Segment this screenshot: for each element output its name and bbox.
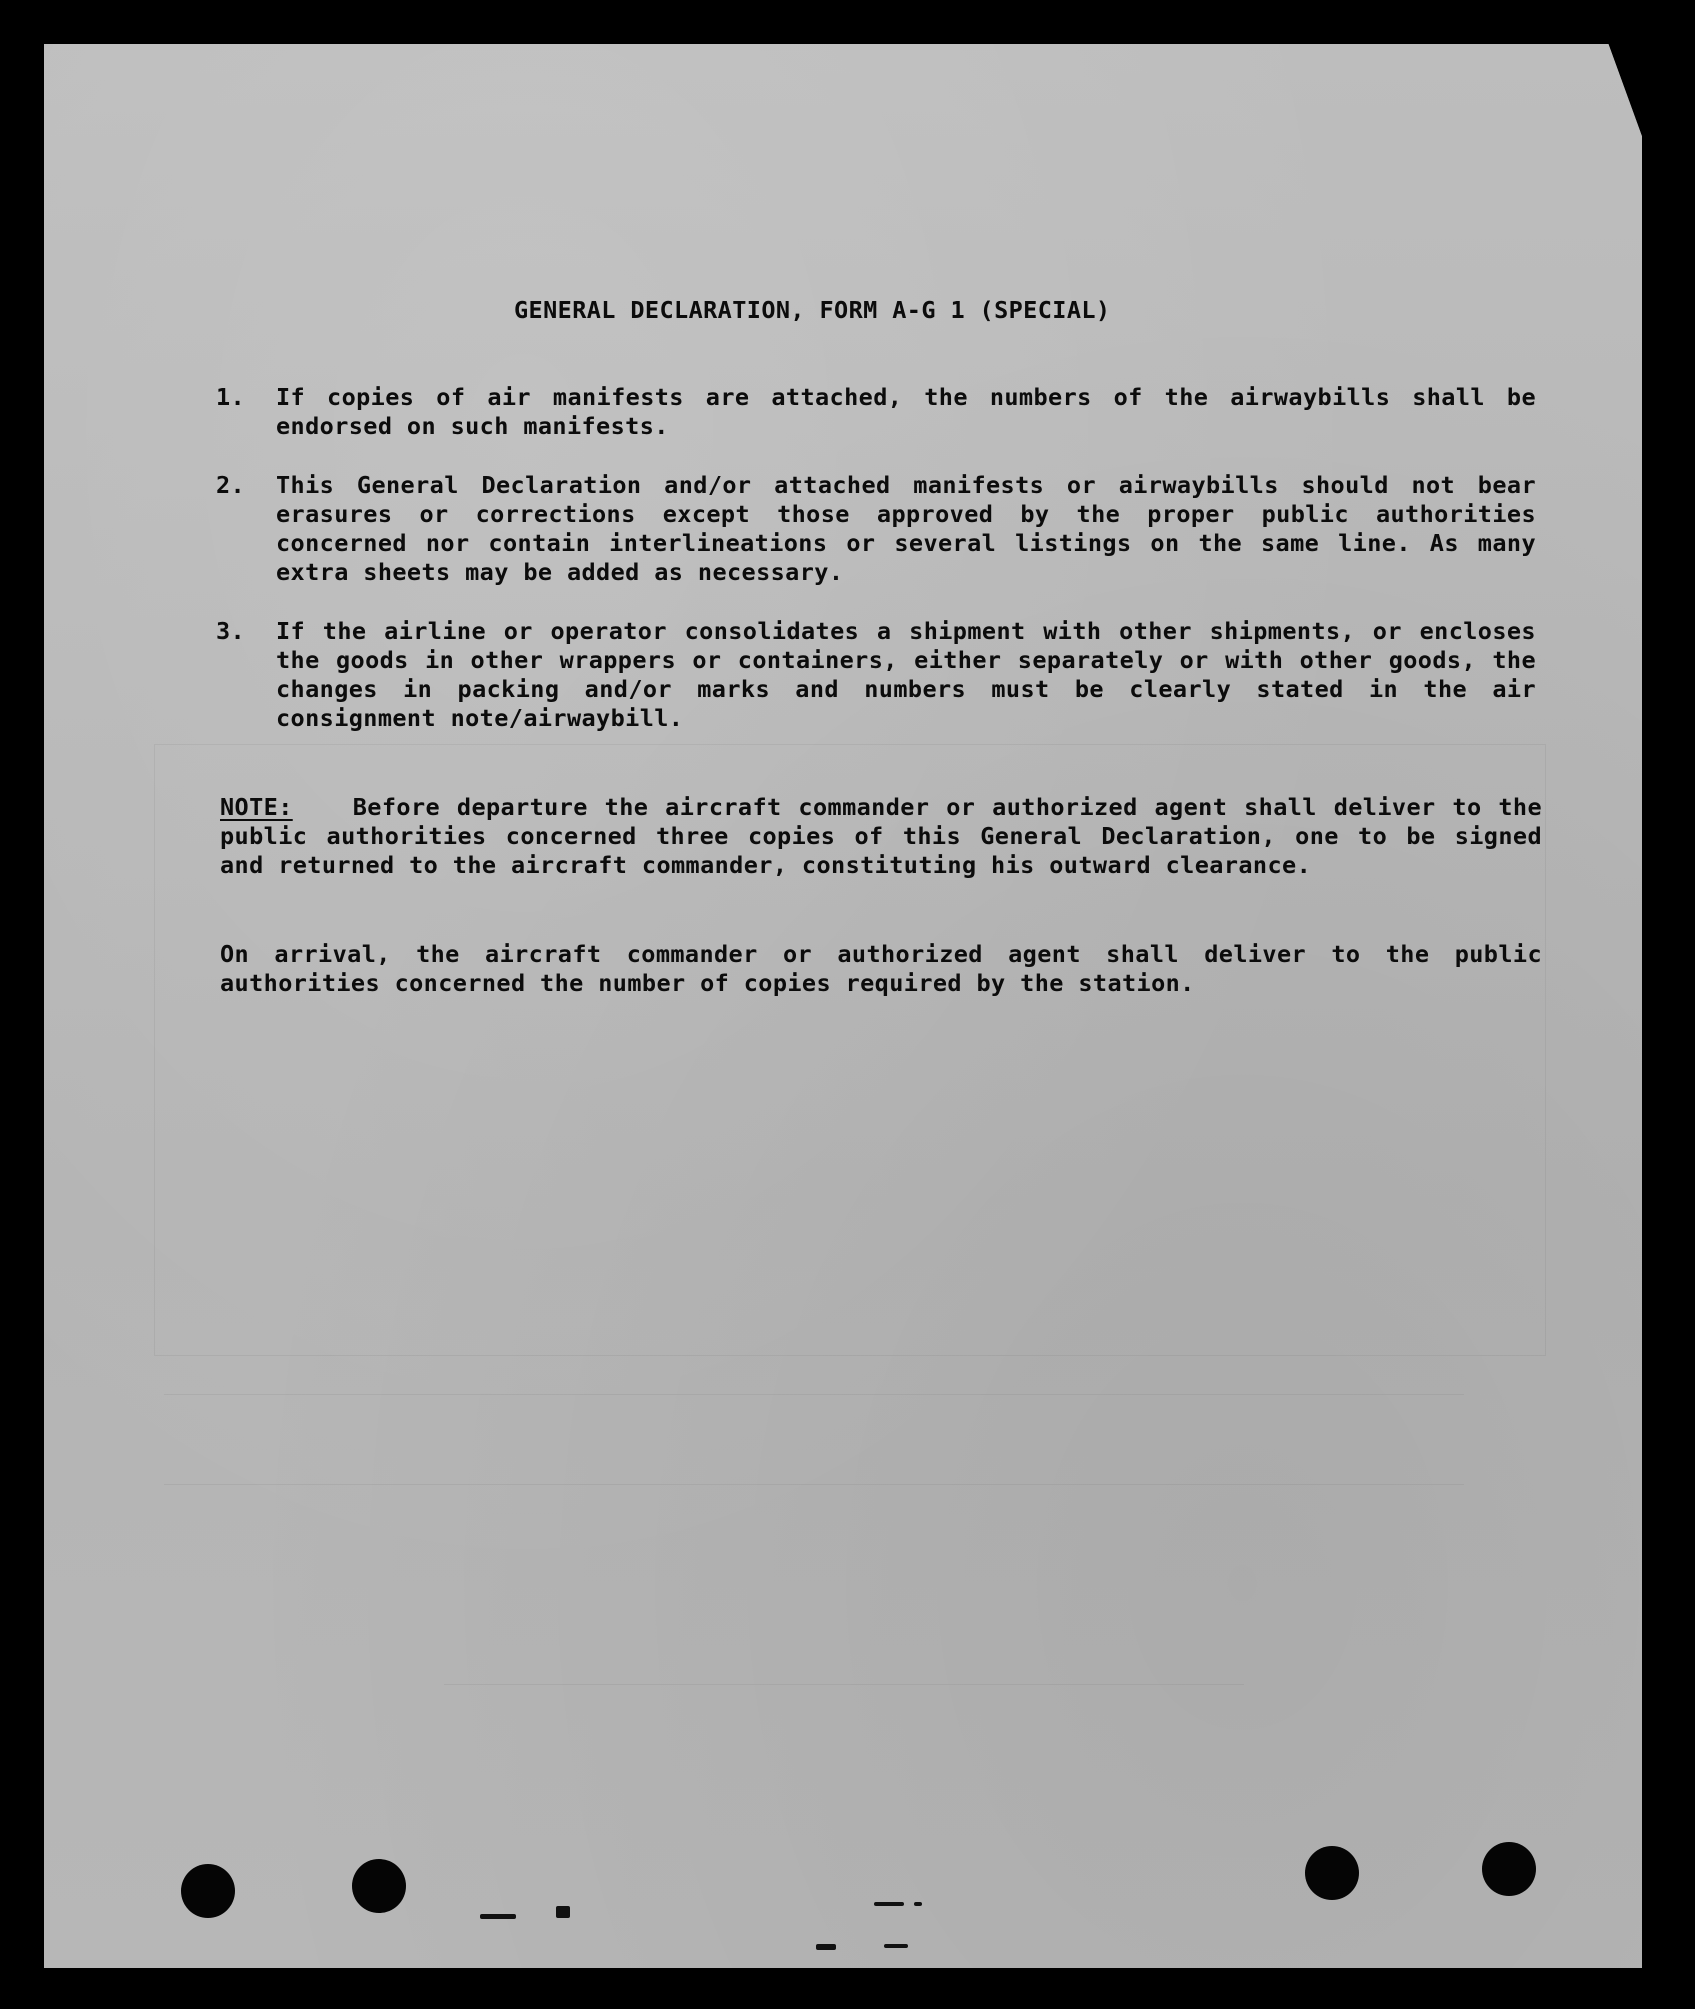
instruction-item bbox=[216, 471, 1536, 587]
note-label: NOTE: bbox=[220, 793, 293, 821]
note-paragraph bbox=[220, 793, 1542, 880]
item-text: If copies of air manifests are attached, the numbers of the airwaybills shall be endorsed on such manifests. bbox=[276, 383, 1536, 440]
document-title: GENERAL DECLARATION, FORM A-G 1 (SPECIAL) bbox=[514, 296, 1111, 324]
instruction-item bbox=[216, 617, 1536, 733]
document-page bbox=[44, 44, 1642, 1968]
punch-hole bbox=[352, 1859, 406, 1913]
arrival-paragraph: On arrival, the aircraft commander or authorized agent shall deliver to the public authorities concerned the number of copies required by the station. bbox=[220, 940, 1542, 997]
punch-hole bbox=[181, 1864, 235, 1918]
item-text: This General Declaration and/or attached manifests or airwaybills should not bear erasures or corrections except those approved by the proper public authorities concerned nor contain interlineations or several listings on the same line. As many extra sheets may be added as necessary. bbox=[276, 471, 1536, 586]
item-number: 3. bbox=[216, 617, 246, 645]
punch-hole bbox=[1482, 1842, 1536, 1896]
bleed-through-line bbox=[444, 1684, 1244, 1685]
punch-hole bbox=[1305, 1846, 1359, 1900]
bleed-through-line bbox=[164, 1484, 1464, 1485]
instruction-item bbox=[216, 383, 1536, 441]
item-number: 1. bbox=[216, 383, 246, 411]
item-text: If the airline or operator consolidates a shipment with other shipments, or encloses the goods in other wrappers or containers, either separately or with other goods, the changes in packing and/or marks and numbers must be clearly stated in the air consignment note/airwaybill. bbox=[276, 617, 1536, 732]
item-number: 2. bbox=[216, 471, 246, 499]
bleed-through-line bbox=[164, 1394, 1464, 1395]
note-text: Before departure the aircraft commander or authorized agent shall deliver to the public authorities concerned three copies of this General Declaration, one to be signed and returned to the aircraft commander, constituting his outward clearance. bbox=[220, 793, 1542, 879]
